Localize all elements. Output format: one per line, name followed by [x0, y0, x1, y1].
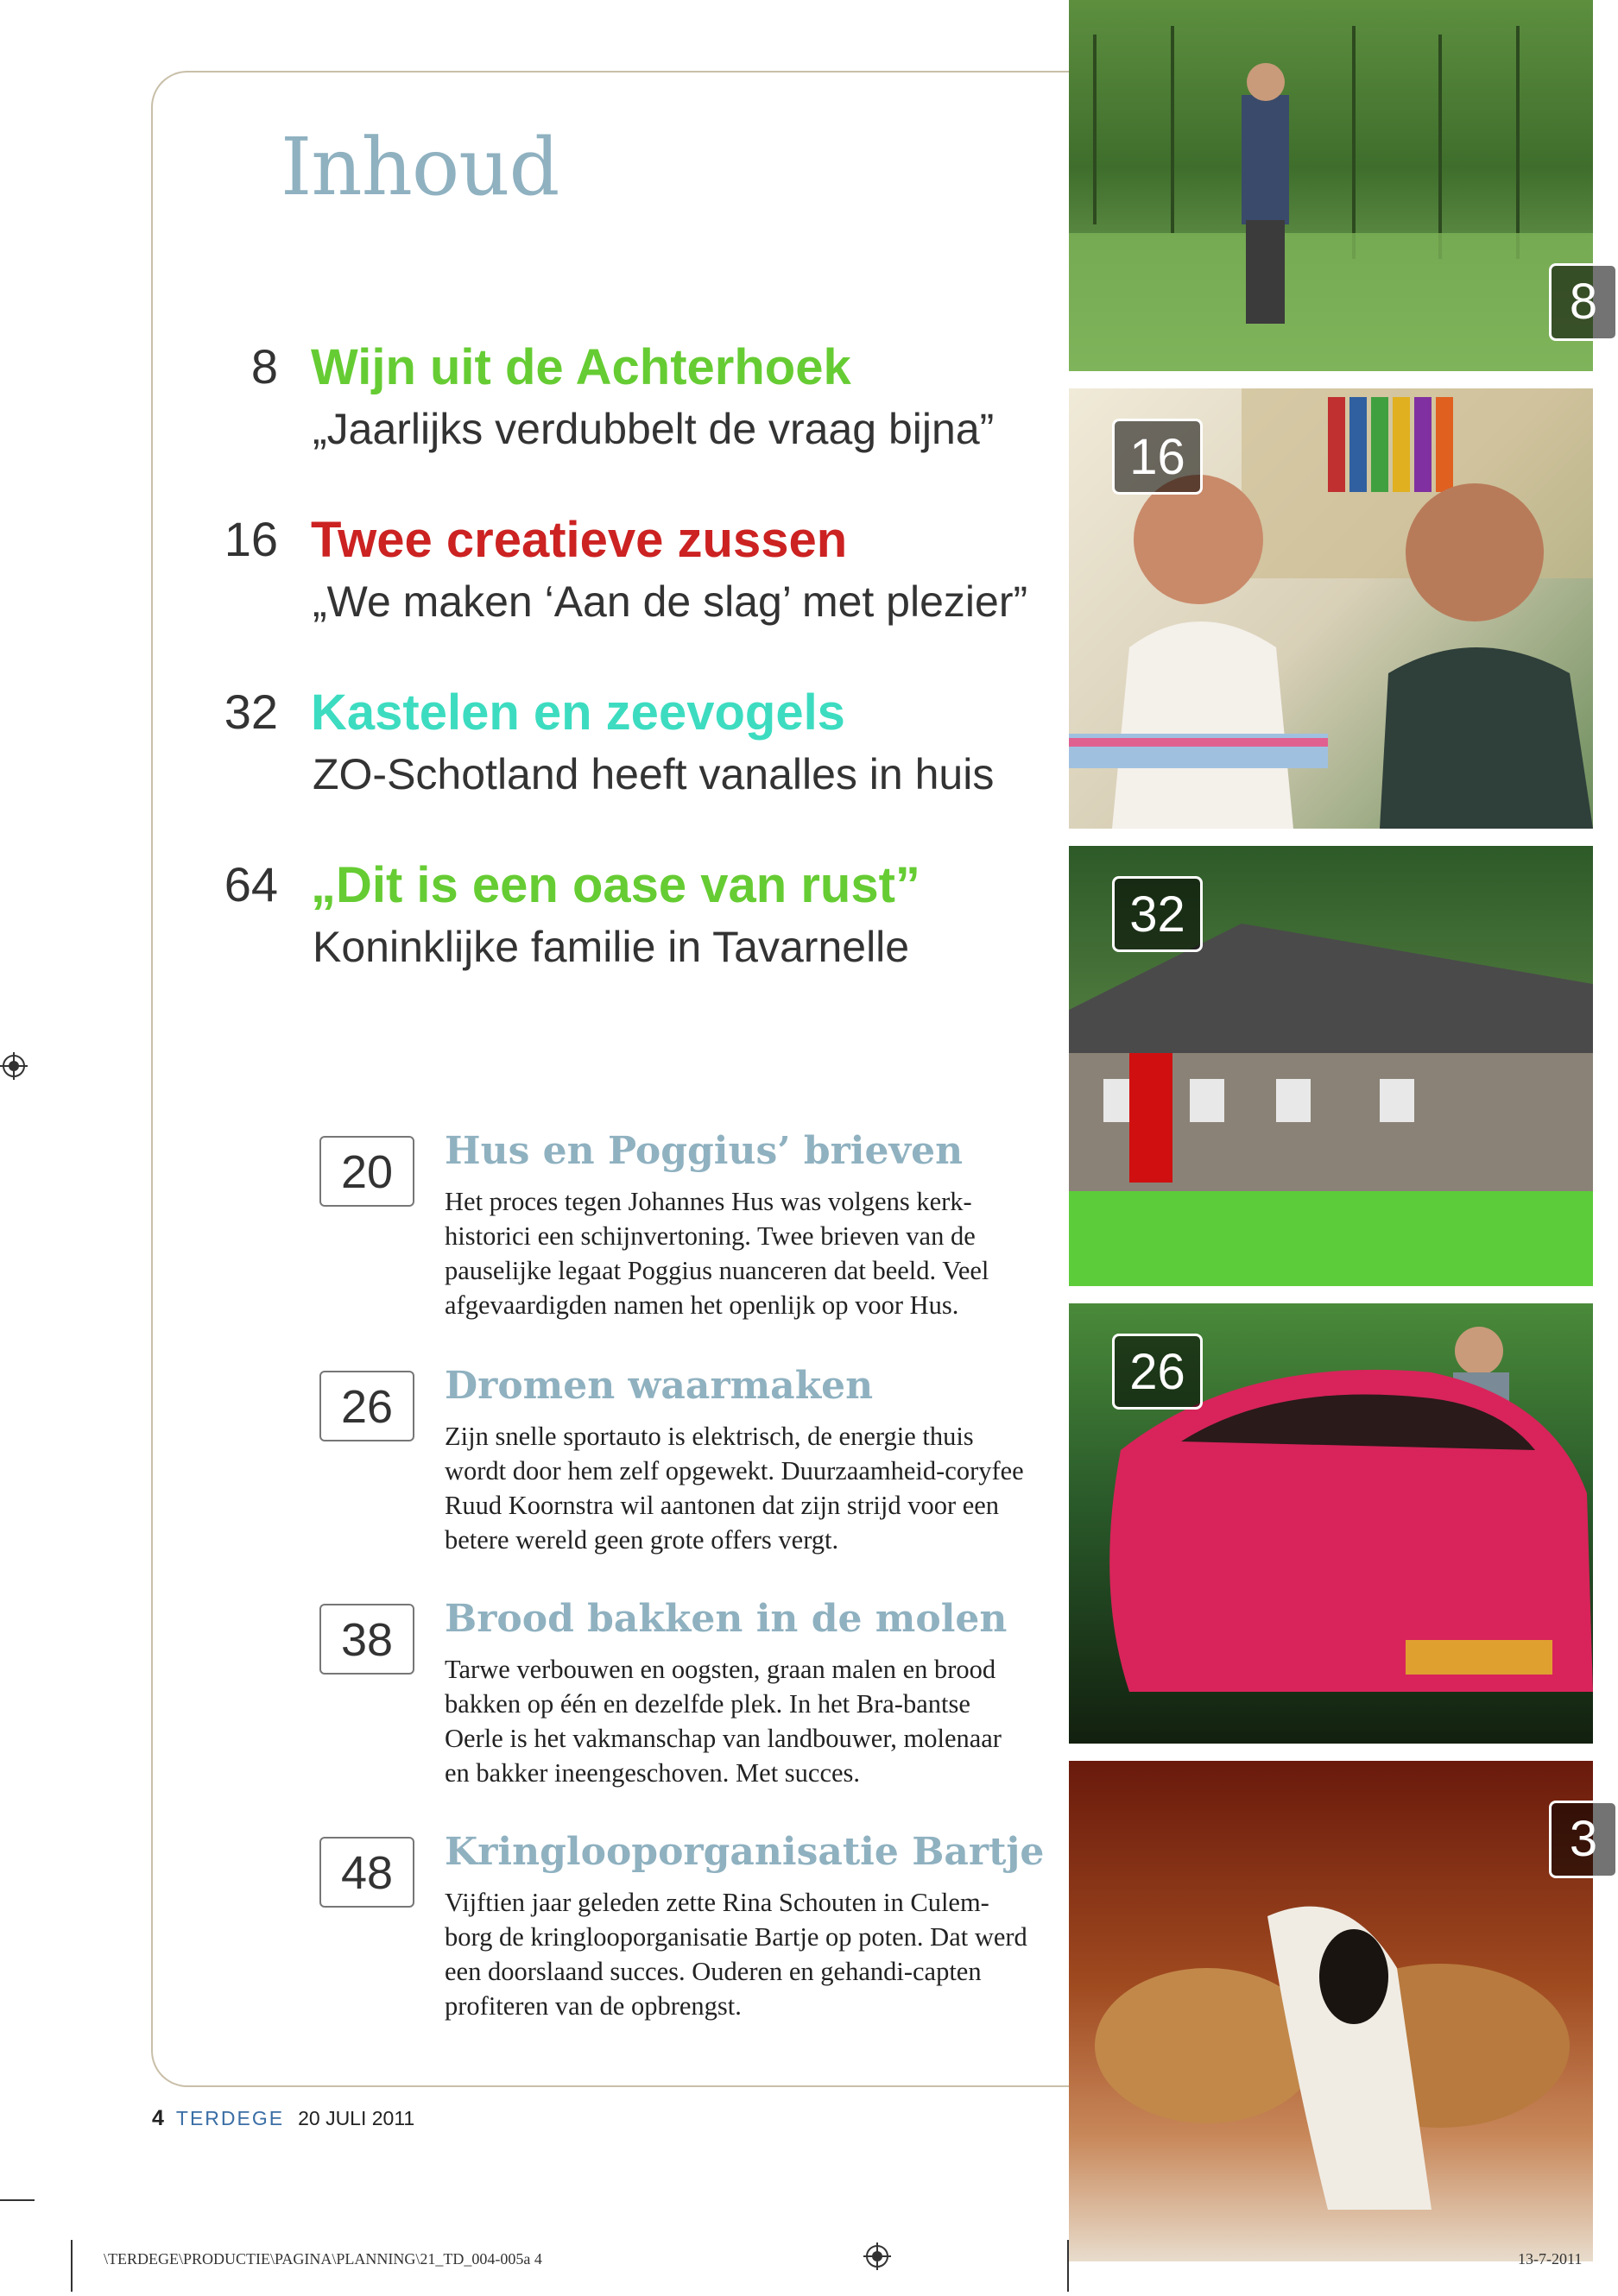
secondary-item-text: Zijn snelle sportauto is elektrisch, de energie thuis wordt door hem zelf opgewekt. Duurzaamheid-coryfee Ruud Koornstra wil aantonen dat zijn strijd voor een betere wereld geen grote offers vergt.	[445, 1422, 1024, 1555]
main-item-number: 32	[224, 684, 278, 739]
photo-page-badge: 8	[1549, 263, 1618, 341]
main-item-number: 8	[250, 339, 278, 394]
main-item-title: Kastelen en zeevogels	[311, 684, 845, 741]
main-item-number: 64	[224, 857, 278, 911]
footer-date: 20 JULI 2011	[298, 2107, 415, 2129]
slug-path: \TERDEGE\PRODUCTIE\PAGINA\PLANNING\21_TD_004-005a 4	[104, 2250, 542, 2268]
main-item-subtitle: „We maken ‘Aan de slag’ met plezier”	[313, 577, 1028, 626]
page-number-box: 38	[319, 1604, 414, 1675]
page-footer	[152, 2106, 414, 2131]
secondary-item-title: Kringlooporganisatie Bartje	[445, 1830, 1045, 1874]
main-item-title: „Dit is een oase van rust”	[311, 857, 920, 913]
page-title: Inhoud	[281, 121, 559, 213]
bread-illustration	[1069, 1761, 1593, 2261]
secondary-item-text: Tarwe verbouwen en oogsten, graan malen en brood bakken op één en dezelfde plek. In het Bra-bantse Oerle is het vakmanschap van landbouwer, molenaar en bakker ineengeschoven. Met succes.	[445, 1655, 1002, 1788]
main-item-title: Wijn uit de Achterhoek	[311, 339, 851, 395]
photo-vineyard[interactable]	[1069, 0, 1598, 371]
photo-sisters[interactable]	[1069, 388, 1593, 829]
photo-sportscar[interactable]	[1069, 1303, 1593, 1744]
slug-date: 13-7-2011	[1518, 2250, 1583, 2268]
crop-mark	[1067, 2240, 1069, 2292]
page-number-box: 48	[319, 1837, 414, 1908]
crop-mark	[0, 2199, 35, 2201]
secondary-item-text: Vijftien jaar geleden zette Rina Schouten in Culem-borg de kringlooporganisatie Bartje op poten. Dat werd een doorslaand succes. Ouderen en gehandi-capten profiteren van de opbrengst.	[445, 1888, 1027, 2021]
secondary-item-title: Brood bakken in de molen	[445, 1597, 1008, 1641]
secondary-item-text: Het proces tegen Johannes Hus was volgens kerk-historici een schijnvertoning. Twee brieven van de pauselijke legaat Poggius nuanceren dat beeld. Veel afgevaardigden namen het openlijk op voor Hus.	[445, 1187, 989, 1320]
photo-page-badge: 3	[1549, 1801, 1618, 1878]
registration-mark-icon	[863, 2242, 891, 2270]
footer-magazine: TERDEGE	[175, 2107, 285, 2129]
photo-page-badge: 16	[1112, 419, 1203, 495]
main-item-number: 16	[224, 512, 278, 566]
registration-mark-icon	[0, 1052, 28, 1080]
main-item-title: Twee creatieve zussen	[311, 512, 848, 568]
footer-page-number: 4	[152, 2106, 164, 2130]
photo-page-badge: 26	[1112, 1334, 1203, 1410]
page-number-box: 20	[319, 1136, 414, 1207]
photo-bread[interactable]	[1069, 1761, 1598, 2261]
main-item-subtitle: „Jaarlijks verdubbelt de vraag bijna”	[313, 405, 995, 453]
vineyard-illustration	[1069, 0, 1593, 371]
photo-scotland[interactable]	[1069, 846, 1593, 1286]
page-number-box: 26	[319, 1371, 414, 1441]
secondary-item-title: Hus en Poggius’ brieven	[445, 1129, 964, 1173]
main-item-subtitle: Koninklijke familie in Tavarnelle	[313, 923, 910, 971]
photo-page-badge: 32	[1112, 876, 1203, 952]
main-item-subtitle: ZO-Schotland heeft vanalles in huis	[313, 750, 995, 798]
crop-mark	[71, 2240, 73, 2292]
secondary-item-title: Dromen waarmaken	[445, 1364, 874, 1408]
